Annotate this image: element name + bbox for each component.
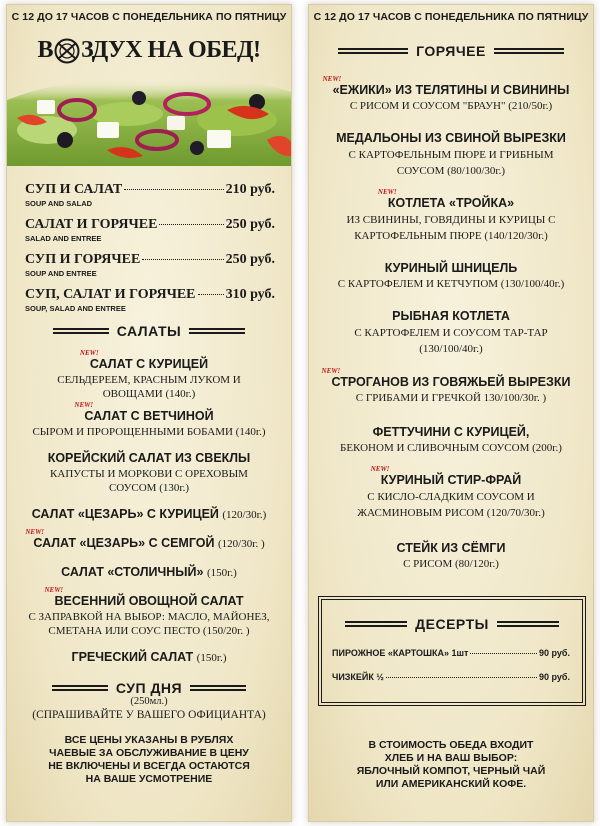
combo-item — [25, 287, 275, 313]
dessert-name: ЧИЗКЕЙК ½ — [332, 672, 384, 682]
menu-item — [309, 539, 593, 571]
item-desc: КАПУСТЫ И МОРКОВИ С ОРЕХОВЫМ СОУСОМ (130г.) — [50, 468, 248, 494]
menu-item — [7, 563, 291, 581]
menu-item — [7, 449, 291, 495]
item-name: САЛАТ «ЦЕЗАРЬ» С КУРИЦЕЙ — [31, 507, 219, 521]
dessert-price: 90 руб. — [539, 672, 570, 682]
section-title: ДЕСЕРТЫ — [415, 616, 489, 632]
item-desc: С ЗАПРАВКОЙ НА ВЫБОР: МАСЛО, МАЙОНЕЗ, СМЕТАНА ИЛИ СОУС ПЕСТО (150/20г. ) — [28, 611, 270, 637]
item-name: КОТЛЕТА «ТРОЙКА» — [387, 196, 515, 210]
item-name: САЛАТ «ЦЕЗАРЬ» С СЕМГОЙ — [33, 536, 215, 550]
plate-fork-knife-icon — [54, 38, 80, 64]
item-desc: С РИСОМ (80/120г.) — [403, 558, 499, 570]
new-badge: NEW! — [321, 367, 341, 375]
item-name: «ЕЖИКИ» ИЗ ТЕЛЯТИНЫ И СВИНИНЫ — [332, 83, 570, 97]
item-name: ФЕТТУЧИНИ С КУРИЦЕЙ, — [372, 425, 530, 439]
item-desc: СЕЛЬДЕРЕЕМ, КРАСНЫМ ЛУКОМ И ОВОЩАМИ (140г.) — [57, 374, 241, 400]
combo-subtitle: SALAD AND ENTREE — [25, 234, 102, 243]
combo-price: 310 руб. — [225, 287, 275, 302]
menu-item — [7, 349, 291, 401]
combo-item — [25, 182, 275, 208]
combo-price: 250 руб. — [225, 217, 275, 232]
footer-line: ХЛЕБ И НА ВАШ ВЫБОР: — [384, 752, 518, 764]
hot-list — [309, 75, 593, 571]
rule-right — [494, 48, 564, 54]
item-name: РЫБНАЯ КОТЛЕТА — [392, 309, 510, 323]
section-title: ГОРЯЧЕЕ — [416, 43, 486, 59]
menu-item — [309, 423, 593, 455]
soup-volume: (250мл.) — [130, 696, 168, 707]
item-name: ГРЕЧЕСКИЙ САЛАТ — [71, 650, 194, 664]
dessert-name: ПИРОЖНОЕ «КАРТОШКА» 1шт — [332, 648, 469, 658]
rule-left — [52, 685, 108, 691]
item-name: СТЕЙК ИЗ СЁМГИ — [396, 541, 506, 555]
soup-heading — [7, 680, 291, 696]
menu-item — [309, 75, 593, 113]
dessert-item — [332, 648, 570, 658]
item-desc: (150г.) — [196, 652, 227, 664]
rule-left — [53, 328, 109, 334]
menu-item — [309, 367, 593, 405]
footer-line: ЯБЛОЧНЫЙ КОМПОТ, ЧЕРНЫЙ ЧАЙ — [356, 765, 546, 777]
item-desc: (120/30г. ) — [217, 538, 265, 550]
item-desc: С КАРТОФЕЛЬНЫМ ПЮРЕ И ГРИБНЫМ СОУСОМ (80/100/30г.) — [348, 149, 554, 177]
item-name: САЛАТ «СТОЛИЧНЫЙ» — [61, 565, 204, 579]
item-name: САЛАТ С ВЕТЧИНОЙ — [84, 409, 214, 423]
footer-note — [309, 739, 593, 791]
footer-line: НЕ ВКЛЮЧЕНЫ И ВСЕГДА ОСТАЮТСЯ — [48, 760, 250, 772]
brand-title — [7, 37, 291, 64]
footer-line: ЧАЕВЫЕ ЗА ОБСЛУЖИВАНИЕ В ЦЕНУ — [49, 747, 249, 759]
menu-item — [309, 465, 593, 521]
combo-price: 250 руб. — [225, 252, 275, 267]
item-desc: (120/30г.) — [222, 509, 267, 521]
hours-banner: С 12 ДО 17 ЧАСОВ С ПОНЕДЕЛЬНИКА ПО ПЯТНИЦУ — [11, 11, 287, 23]
menu-item — [7, 528, 291, 552]
menu-item — [309, 188, 593, 244]
new-badge: NEW! — [377, 188, 397, 196]
salads-heading — [7, 323, 291, 339]
new-badge: NEW! — [79, 349, 99, 357]
new-badge: NEW! — [44, 586, 64, 594]
item-desc: С РИСОМ И СОУСОМ "БРАУН" (210/50г.) — [349, 100, 553, 112]
combo-price: 210 руб. — [225, 182, 275, 197]
desserts-box — [321, 599, 583, 703]
new-badge: NEW! — [322, 75, 342, 83]
combo-name: СУП И ГОРЯЧЕЕ — [25, 252, 141, 267]
dessert-price: 90 руб. — [539, 648, 570, 658]
rule-left — [345, 621, 407, 627]
combo-item — [25, 217, 275, 243]
left-menu-panel — [6, 4, 292, 822]
item-name: МЕДАЛЬОНЫ ИЗ СВИНОЙ ВЫРЕЗКИ — [336, 131, 566, 145]
combo-list — [25, 182, 275, 313]
combo-subtitle: SOUP AND ENTREE — [25, 269, 97, 278]
menu-item — [7, 505, 291, 523]
item-desc: (150г.) — [206, 567, 237, 579]
soup-ask: (СПРАШИВАЙТЕ У ВАШЕГО ОФИЦИАНТА) — [32, 709, 266, 721]
footer-line: ВСЕ ЦЕНЫ УКАЗАНЫ В РУБЛЯХ — [64, 734, 234, 746]
item-desc: БЕКОНОМ И СЛИВОЧНЫМ СОУСОМ (200г.) — [340, 442, 562, 454]
hot-heading — [309, 43, 593, 59]
footer-note — [7, 734, 291, 786]
item-desc: С ГРИБАМИ И ГРЕЧКОЙ 130/100/30г. ) — [355, 392, 547, 404]
new-badge: NEW! — [370, 465, 390, 473]
menu-item — [309, 307, 593, 357]
desserts-heading — [322, 616, 582, 632]
item-name: КОРЕЙСКИЙ САЛАТ ИЗ СВЕКЛЫ — [47, 451, 251, 465]
combo-name: САЛАТ И ГОРЯЧЕЕ — [25, 217, 158, 232]
menu-item — [7, 648, 291, 666]
item-name: ВЕСЕННИЙ ОВОЩНОЙ САЛАТ — [54, 594, 244, 608]
item-name: КУРИНЫЙ СТИР-ФРАЙ — [380, 473, 522, 487]
item-desc: СЫРОМ И ПРОРОЩЕННЫМИ БОБАМИ (140г.) — [32, 426, 266, 438]
new-badge: NEW! — [74, 401, 94, 409]
combo-subtitle: SOUP, SALAD AND ENTREE — [25, 304, 126, 313]
item-name: СТРОГАНОВ ИЗ ГОВЯЖЬЕЙ ВЫРЕЗКИ — [331, 375, 571, 389]
item-desc: С КИСЛО-СЛАДКИМ СОУСОМ И ЖАСМИНОВЫМ РИСОМ (120/70/30г.) — [357, 491, 545, 519]
item-name: САЛАТ С КУРИЦЕЙ — [89, 357, 209, 371]
hours-banner: С 12 ДО 17 ЧАСОВ С ПОНЕДЕЛЬНИКА ПО ПЯТНИЦУ — [313, 11, 589, 23]
soup-info — [7, 696, 291, 722]
footer-line: ИЛИ АМЕРИКАНСКИЙ КОФЕ. — [375, 778, 527, 790]
dessert-item — [332, 672, 570, 682]
footer-line: НА ВАШЕ УСМОТРЕНИЕ — [85, 773, 213, 785]
salad-photo — [7, 70, 292, 166]
menu-item — [309, 129, 593, 179]
right-menu-panel — [308, 4, 594, 822]
menu-item — [309, 259, 593, 291]
rule-left — [338, 48, 408, 54]
menu-item — [7, 401, 291, 439]
item-desc: ИЗ СВИНИНЫ, ГОВЯДИНЫ И КУРИЦЫ С КАРТОФЕЛЬНЫМ ПЮРЕ (140/120/30г.) — [346, 214, 556, 242]
combo-name: СУП И САЛАТ — [25, 182, 123, 197]
rule-right — [190, 685, 246, 691]
item-desc: С КАРТОФЕЛЕМ И КЕТЧУПОМ (130/100/40г.) — [337, 278, 565, 290]
combo-name: СУП, САЛАТ И ГОРЯЧЕЕ — [25, 287, 196, 302]
rule-right — [189, 328, 245, 334]
section-title: СУП ДНЯ — [115, 680, 183, 696]
combo-subtitle: SOUP AND SALAD — [25, 199, 93, 208]
combo-item — [25, 252, 275, 278]
brand-text-part1: В — [37, 37, 53, 63]
menu-item — [7, 586, 291, 638]
item-desc: С КАРТОФЕЛЕМ И СОУСОМ ТАР-ТАР (130/100/40г.) — [354, 327, 548, 355]
rule-right — [497, 621, 559, 627]
salad-list — [7, 349, 291, 666]
section-title: САЛАТЫ — [116, 323, 182, 339]
brand-text-part2: ЗДУХ НА ОБЕД! — [81, 37, 261, 63]
new-badge: NEW! — [25, 528, 45, 536]
item-name: КУРИНЫЙ ШНИЦЕЛЬ — [384, 261, 518, 275]
footer-line: В СТОИМОСТЬ ОБЕДА ВХОДИТ — [368, 739, 534, 751]
